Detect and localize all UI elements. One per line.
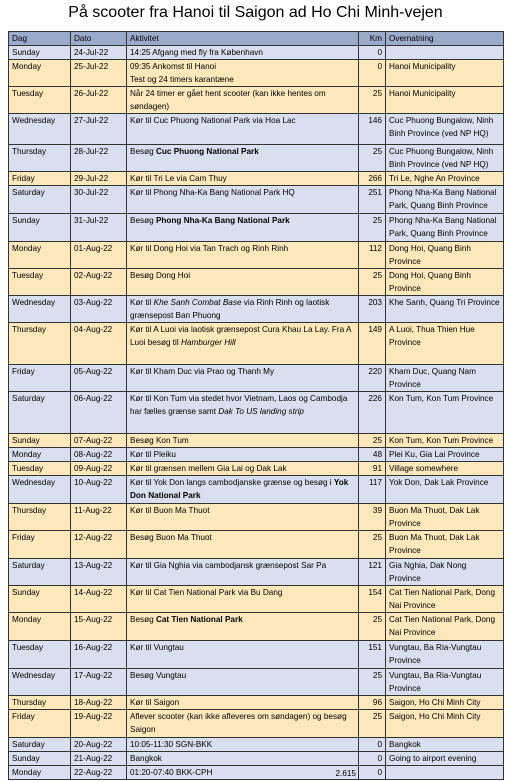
cell-overnight: Cat Tien National Park, Dong Nai Province xyxy=(386,586,504,613)
table-header-row xyxy=(9,32,504,46)
cell-day: Saturday xyxy=(9,559,71,586)
table-row xyxy=(9,641,504,669)
cell-date: 18-Aug-22 xyxy=(71,696,127,710)
activity-text: Kør til Dong Hoi via Tan Trach og Rinh Rinh xyxy=(130,244,289,253)
table-row xyxy=(9,434,504,448)
cell-overnight: Cuc Phuong Bungalow, Ninh Binh Province (ved NP HQ) xyxy=(386,114,504,145)
activity-text: Kør til xyxy=(130,298,154,307)
table-row xyxy=(9,242,504,269)
cell-overnight: Cat Tien National Park, Dong Nai Province xyxy=(386,613,504,641)
activity-text: Dak To US landing strip xyxy=(218,407,304,416)
cell-day: Sunday xyxy=(9,46,71,60)
cell-date: 11-Aug-22 xyxy=(71,504,127,531)
header-day: Dag xyxy=(9,32,71,46)
cell-date: 08-Aug-22 xyxy=(71,448,127,462)
cell-date: 12-Aug-22 xyxy=(71,531,127,559)
cell-overnight: Vungtau, Ba Ria-Vungtau Province xyxy=(386,669,504,696)
table-row xyxy=(9,559,504,586)
cell-km: 0 xyxy=(359,46,386,60)
cell-activity xyxy=(127,145,359,172)
schedule-table xyxy=(8,31,504,780)
cell-date: 20-Aug-22 xyxy=(71,738,127,752)
cell-date: 16-Aug-22 xyxy=(71,641,127,669)
cell-overnight: A Luoi, Thua Thien Hue Province xyxy=(386,323,504,365)
cell-overnight: Plei Ku, Gia Lai Province xyxy=(386,448,504,462)
activity-text: Aflever scooter (kan ikke afleveres om søndagen) og besøg Saigon xyxy=(130,712,347,734)
activity-text: Kør til grænsen mellem Gia Lai og Dak Lak xyxy=(130,464,287,473)
cell-day: Wednesday xyxy=(9,296,71,323)
table-row xyxy=(9,476,504,504)
table-row xyxy=(9,87,504,114)
header-date: Dato xyxy=(71,32,127,46)
cell-overnight: Dong Hoi, Quang Binh Province xyxy=(386,242,504,269)
activity-text: Besøg Buon Ma Thuot xyxy=(130,533,212,542)
cell-date: 07-Aug-22 xyxy=(71,434,127,448)
cell-date: 06-Aug-22 xyxy=(71,392,127,434)
activity-text: Kør til Kon Tum via stedet hvor Vietnam, Laos og Cambodja har fælles grænse samt xyxy=(130,394,348,416)
cell-day: Sunday xyxy=(9,214,71,242)
table-row xyxy=(9,586,504,613)
cell-date: 19-Aug-22 xyxy=(71,710,127,738)
table-row xyxy=(9,766,504,780)
table-row xyxy=(9,696,504,710)
table-row xyxy=(9,323,504,365)
cell-activity xyxy=(127,365,359,392)
header-activity: Aktivitet xyxy=(127,32,359,46)
cell-activity xyxy=(127,269,359,296)
cell-day: Tuesday xyxy=(9,87,71,114)
cell-date: 25-Jul-22 xyxy=(71,60,127,87)
table-row xyxy=(9,60,504,87)
activity-text: Cuc Phuong National Park xyxy=(155,147,259,156)
table-row xyxy=(9,269,504,296)
cell-date: 31-Jul-22 xyxy=(71,214,127,242)
cell-day: Monday xyxy=(9,60,71,87)
table-row xyxy=(9,392,504,434)
activity-text: Kør til Vungtau xyxy=(130,643,184,652)
activity-text: 01:20-07:40 BKK-CPH xyxy=(130,768,213,777)
cell-date: 04-Aug-22 xyxy=(71,323,127,365)
cell-activity xyxy=(127,214,359,242)
cell-overnight: Cuc Phuong Bungalow, Ninh Binh Province (ved NP HQ) xyxy=(386,145,504,172)
page-title: På scooter fra Hanoi til Saigon ad Ho Chi Minh-vejen xyxy=(68,4,443,21)
activity-text: Kør til Saigon xyxy=(130,698,180,707)
cell-day: Tuesday xyxy=(9,641,71,669)
cell-overnight: Saigon, Ho Chi Minh City xyxy=(386,710,504,738)
cell-overnight: Khe Sanh, Quang Tri Province xyxy=(386,296,504,323)
cell-activity xyxy=(127,641,359,669)
cell-activity xyxy=(127,696,359,710)
cell-activity xyxy=(127,586,359,613)
cell-activity xyxy=(127,504,359,531)
cell-activity xyxy=(127,531,359,559)
cell-day: Sunday xyxy=(9,586,71,613)
activity-text: Kør til Kham Duc via Prao og Thanh My xyxy=(130,367,275,376)
cell-day: Saturday xyxy=(9,392,71,434)
cell-km: 146 xyxy=(359,114,386,145)
activity-text: Kør til Cat Tien National Park via Bu Dang xyxy=(130,588,283,597)
cell-activity xyxy=(127,172,359,186)
cell-day: Friday xyxy=(9,172,71,186)
table-row xyxy=(9,214,504,242)
cell-date: 29-Jul-22 xyxy=(71,172,127,186)
cell-date: 03-Aug-22 xyxy=(71,296,127,323)
cell-date: 21-Aug-22 xyxy=(71,752,127,766)
table-row xyxy=(9,448,504,462)
cell-overnight: Phong Nha-Ka Bang National Park, Quang Binh Province xyxy=(386,214,504,242)
cell-activity xyxy=(127,752,359,766)
cell-overnight xyxy=(386,46,504,60)
cell-activity xyxy=(127,392,359,434)
cell-date: 17-Aug-22 xyxy=(71,669,127,696)
activity-text: Besøg Dong Hoi xyxy=(130,271,191,280)
cell-km: 251 xyxy=(359,186,386,214)
cell-date: 02-Aug-22 xyxy=(71,269,127,296)
cell-overnight: Dong Hoi, Quang Binh Province xyxy=(386,269,504,296)
cell-day: Thursday xyxy=(9,504,71,531)
cell-date: 27-Jul-22 xyxy=(71,114,127,145)
table-row xyxy=(9,613,504,641)
cell-activity xyxy=(127,60,359,87)
table-row xyxy=(9,172,504,186)
activity-text: Kør til A Luoi via laotisk grænsepost Cura Khau La Lay. Fra A Luoi besøg til xyxy=(130,325,352,347)
cell-km: 25 xyxy=(359,531,386,559)
activity-text: Kør til Phong Nha-Ka Bang National Park HQ xyxy=(130,188,295,197)
activity-text: 14:25 Afgang med fly fra København xyxy=(130,48,263,57)
cell-km: 48 xyxy=(359,448,386,462)
table-row xyxy=(9,752,504,766)
cell-overnight xyxy=(386,766,504,780)
cell-km: 25 xyxy=(359,613,386,641)
table-row xyxy=(9,114,504,145)
cell-activity xyxy=(127,669,359,696)
cell-km: 117 xyxy=(359,476,386,504)
cell-day: Monday xyxy=(9,448,71,462)
cell-day: Monday xyxy=(9,613,71,641)
cell-km: 0 xyxy=(359,738,386,752)
cell-km: 203 xyxy=(359,296,386,323)
cell-day: Friday xyxy=(9,365,71,392)
activity-text: Phong Nha-Ka Bang National Park xyxy=(155,216,290,225)
cell-date: 26-Jul-22 xyxy=(71,87,127,114)
cell-km: 96 xyxy=(359,696,386,710)
cell-km: 0 xyxy=(359,60,386,87)
cell-date: 09-Aug-22 xyxy=(71,462,127,476)
activity-text: Khe Sanh Combat Base xyxy=(153,298,242,307)
cell-overnight: Tri Le, Nghe An Province xyxy=(386,172,504,186)
cell-overnight: Kon Tum, Kon Tum Province xyxy=(386,434,504,448)
cell-activity xyxy=(127,323,359,365)
activity-text: Cat Tien National Park xyxy=(155,615,243,624)
activity-text: Besøg xyxy=(130,216,156,225)
cell-date: 10-Aug-22 xyxy=(71,476,127,504)
cell-activity xyxy=(127,559,359,586)
cell-activity xyxy=(127,462,359,476)
cell-day: Friday xyxy=(9,531,71,559)
table-row xyxy=(9,46,504,60)
cell-overnight: Saigon, Ho Chi Minh City xyxy=(386,696,504,710)
table-row xyxy=(9,710,504,738)
table-row xyxy=(9,296,504,323)
cell-overnight: Kham Duc, Quang Nam Province xyxy=(386,365,504,392)
cell-km: 151 xyxy=(359,641,386,669)
cell-km: 25 xyxy=(359,214,386,242)
cell-overnight: Kon Tum, Kon Tum Province xyxy=(386,392,504,434)
header-km: Km xyxy=(359,32,386,46)
activity-text: Yok Don National Park xyxy=(130,478,349,500)
header-overnight: Overnatning xyxy=(386,32,504,46)
cell-overnight: Village somewhere xyxy=(386,462,504,476)
cell-overnight: Phong Nha-Ka Bang National Park, Quang Binh Province xyxy=(386,186,504,214)
cell-day: Saturday xyxy=(9,738,71,752)
cell-day: Thursday xyxy=(9,145,71,172)
activity-text: Kør til Cuc Phuong National Park via Hoa Lac xyxy=(130,116,296,125)
activity-text: Besøg xyxy=(130,147,156,156)
activity-text: Besøg Vungtau xyxy=(130,671,187,680)
cell-km: 149 xyxy=(359,323,386,365)
activity-text: Bangkok xyxy=(130,754,162,763)
cell-activity xyxy=(127,186,359,214)
cell-date: 28-Jul-22 xyxy=(71,145,127,172)
cell-km: 25 xyxy=(359,669,386,696)
table-row xyxy=(9,504,504,531)
cell-activity xyxy=(127,448,359,462)
cell-date: 05-Aug-22 xyxy=(71,365,127,392)
cell-km: 220 xyxy=(359,365,386,392)
table-row xyxy=(9,186,504,214)
cell-day: Thursday xyxy=(9,696,71,710)
cell-activity xyxy=(127,710,359,738)
cell-overnight: Hanoi Municipality xyxy=(386,60,504,87)
activity-text: Kør til Yok Don langs cambodjanske grænse og besøg i xyxy=(130,478,334,487)
cell-activity xyxy=(127,434,359,448)
cell-activity xyxy=(127,738,359,752)
cell-km: 25 xyxy=(359,87,386,114)
cell-overnight: Gia Nghia, Dak Nong Province xyxy=(386,559,504,586)
cell-overnight: Going to airport evening xyxy=(386,752,504,766)
cell-km: 154 xyxy=(359,586,386,613)
cell-date: 13-Aug-22 xyxy=(71,559,127,586)
cell-date: 30-Jul-22 xyxy=(71,186,127,214)
cell-day: Tuesday xyxy=(9,462,71,476)
cell-km: 25 xyxy=(359,269,386,296)
cell-km: 121 xyxy=(359,559,386,586)
cell-date: 14-Aug-22 xyxy=(71,586,127,613)
activity-text: Besøg Kon Tum xyxy=(130,436,189,445)
cell-km: 0 xyxy=(359,752,386,766)
table-row xyxy=(9,738,504,752)
cell-overnight: Hanoi Municipality xyxy=(386,87,504,114)
table-row xyxy=(9,365,504,392)
cell-day: Sunday xyxy=(9,752,71,766)
cell-day: Wednesday xyxy=(9,669,71,696)
cell-activity xyxy=(127,476,359,504)
cell-date: 24-Jul-22 xyxy=(71,46,127,60)
activity-text: Kør til Buon Ma Thuot xyxy=(130,506,210,515)
cell-overnight: Vungtau, Ba Ria-Vungtau Province xyxy=(386,641,504,669)
cell-km: 112 xyxy=(359,242,386,269)
cell-day: Thursday xyxy=(9,323,71,365)
activity-text: Test og 24 timers karantæne xyxy=(130,75,234,84)
km-total: 2.615 xyxy=(335,769,356,778)
cell-km: 25 xyxy=(359,145,386,172)
activity-text: Kør til Pleiku xyxy=(130,450,176,459)
activity-text: Kør til Gia Nghia via cambodjansk grænsepost Sar Pa xyxy=(130,561,327,570)
cell-overnight: Buon Ma Thuot, Dak Lak Province xyxy=(386,504,504,531)
cell-overnight: Yok Don, Dak Lak Province xyxy=(386,476,504,504)
cell-activity xyxy=(127,46,359,60)
cell-activity xyxy=(127,296,359,323)
cell-activity xyxy=(127,114,359,145)
cell-activity xyxy=(127,613,359,641)
cell-km: 25 xyxy=(359,434,386,448)
cell-km: 91 xyxy=(359,462,386,476)
cell-day: Wednesday xyxy=(9,114,71,145)
cell-day: Sunday xyxy=(9,434,71,448)
cell-date: 22-Aug-22 xyxy=(71,766,127,780)
table-row xyxy=(9,462,504,476)
activity-text: via Rinh Rinh og laotisk grænsepost Ban Phuong xyxy=(130,298,330,320)
activity-text: Kør til Tri Le via Cam Thuy xyxy=(130,174,227,183)
cell-date: 15-Aug-22 xyxy=(71,613,127,641)
cell-km: 0 xyxy=(359,766,386,780)
table-row xyxy=(9,669,504,696)
cell-day: Monday xyxy=(9,242,71,269)
cell-day: Monday xyxy=(9,766,71,780)
cell-day: Tuesday xyxy=(9,269,71,296)
cell-activity xyxy=(127,87,359,114)
cell-day: Wednesday xyxy=(9,476,71,504)
cell-activity xyxy=(127,242,359,269)
cell-overnight: Bangkok xyxy=(386,738,504,752)
cell-km: 226 xyxy=(359,392,386,434)
table-row xyxy=(9,531,504,559)
cell-km: 39 xyxy=(359,504,386,531)
activity-text: Når 24 timer er gået hent scooter (kan ikke hentes om søndagen) xyxy=(130,89,326,111)
cell-day: Friday xyxy=(9,710,71,738)
activity-text: 09:35 Ankomst til Hanoi xyxy=(130,62,217,71)
cell-km: 25 xyxy=(359,710,386,738)
cell-day: Saturday xyxy=(9,186,71,214)
activity-text: 10:05-11:30 SGN-BKK xyxy=(130,740,213,749)
cell-date: 01-Aug-22 xyxy=(71,242,127,269)
cell-overnight: Buon Ma Thuot, Dak Lak Province xyxy=(386,531,504,559)
activity-text: Hamburger Hill xyxy=(180,338,236,347)
table-row xyxy=(9,145,504,172)
activity-text: Besøg xyxy=(130,615,156,624)
cell-km: 266 xyxy=(359,172,386,186)
